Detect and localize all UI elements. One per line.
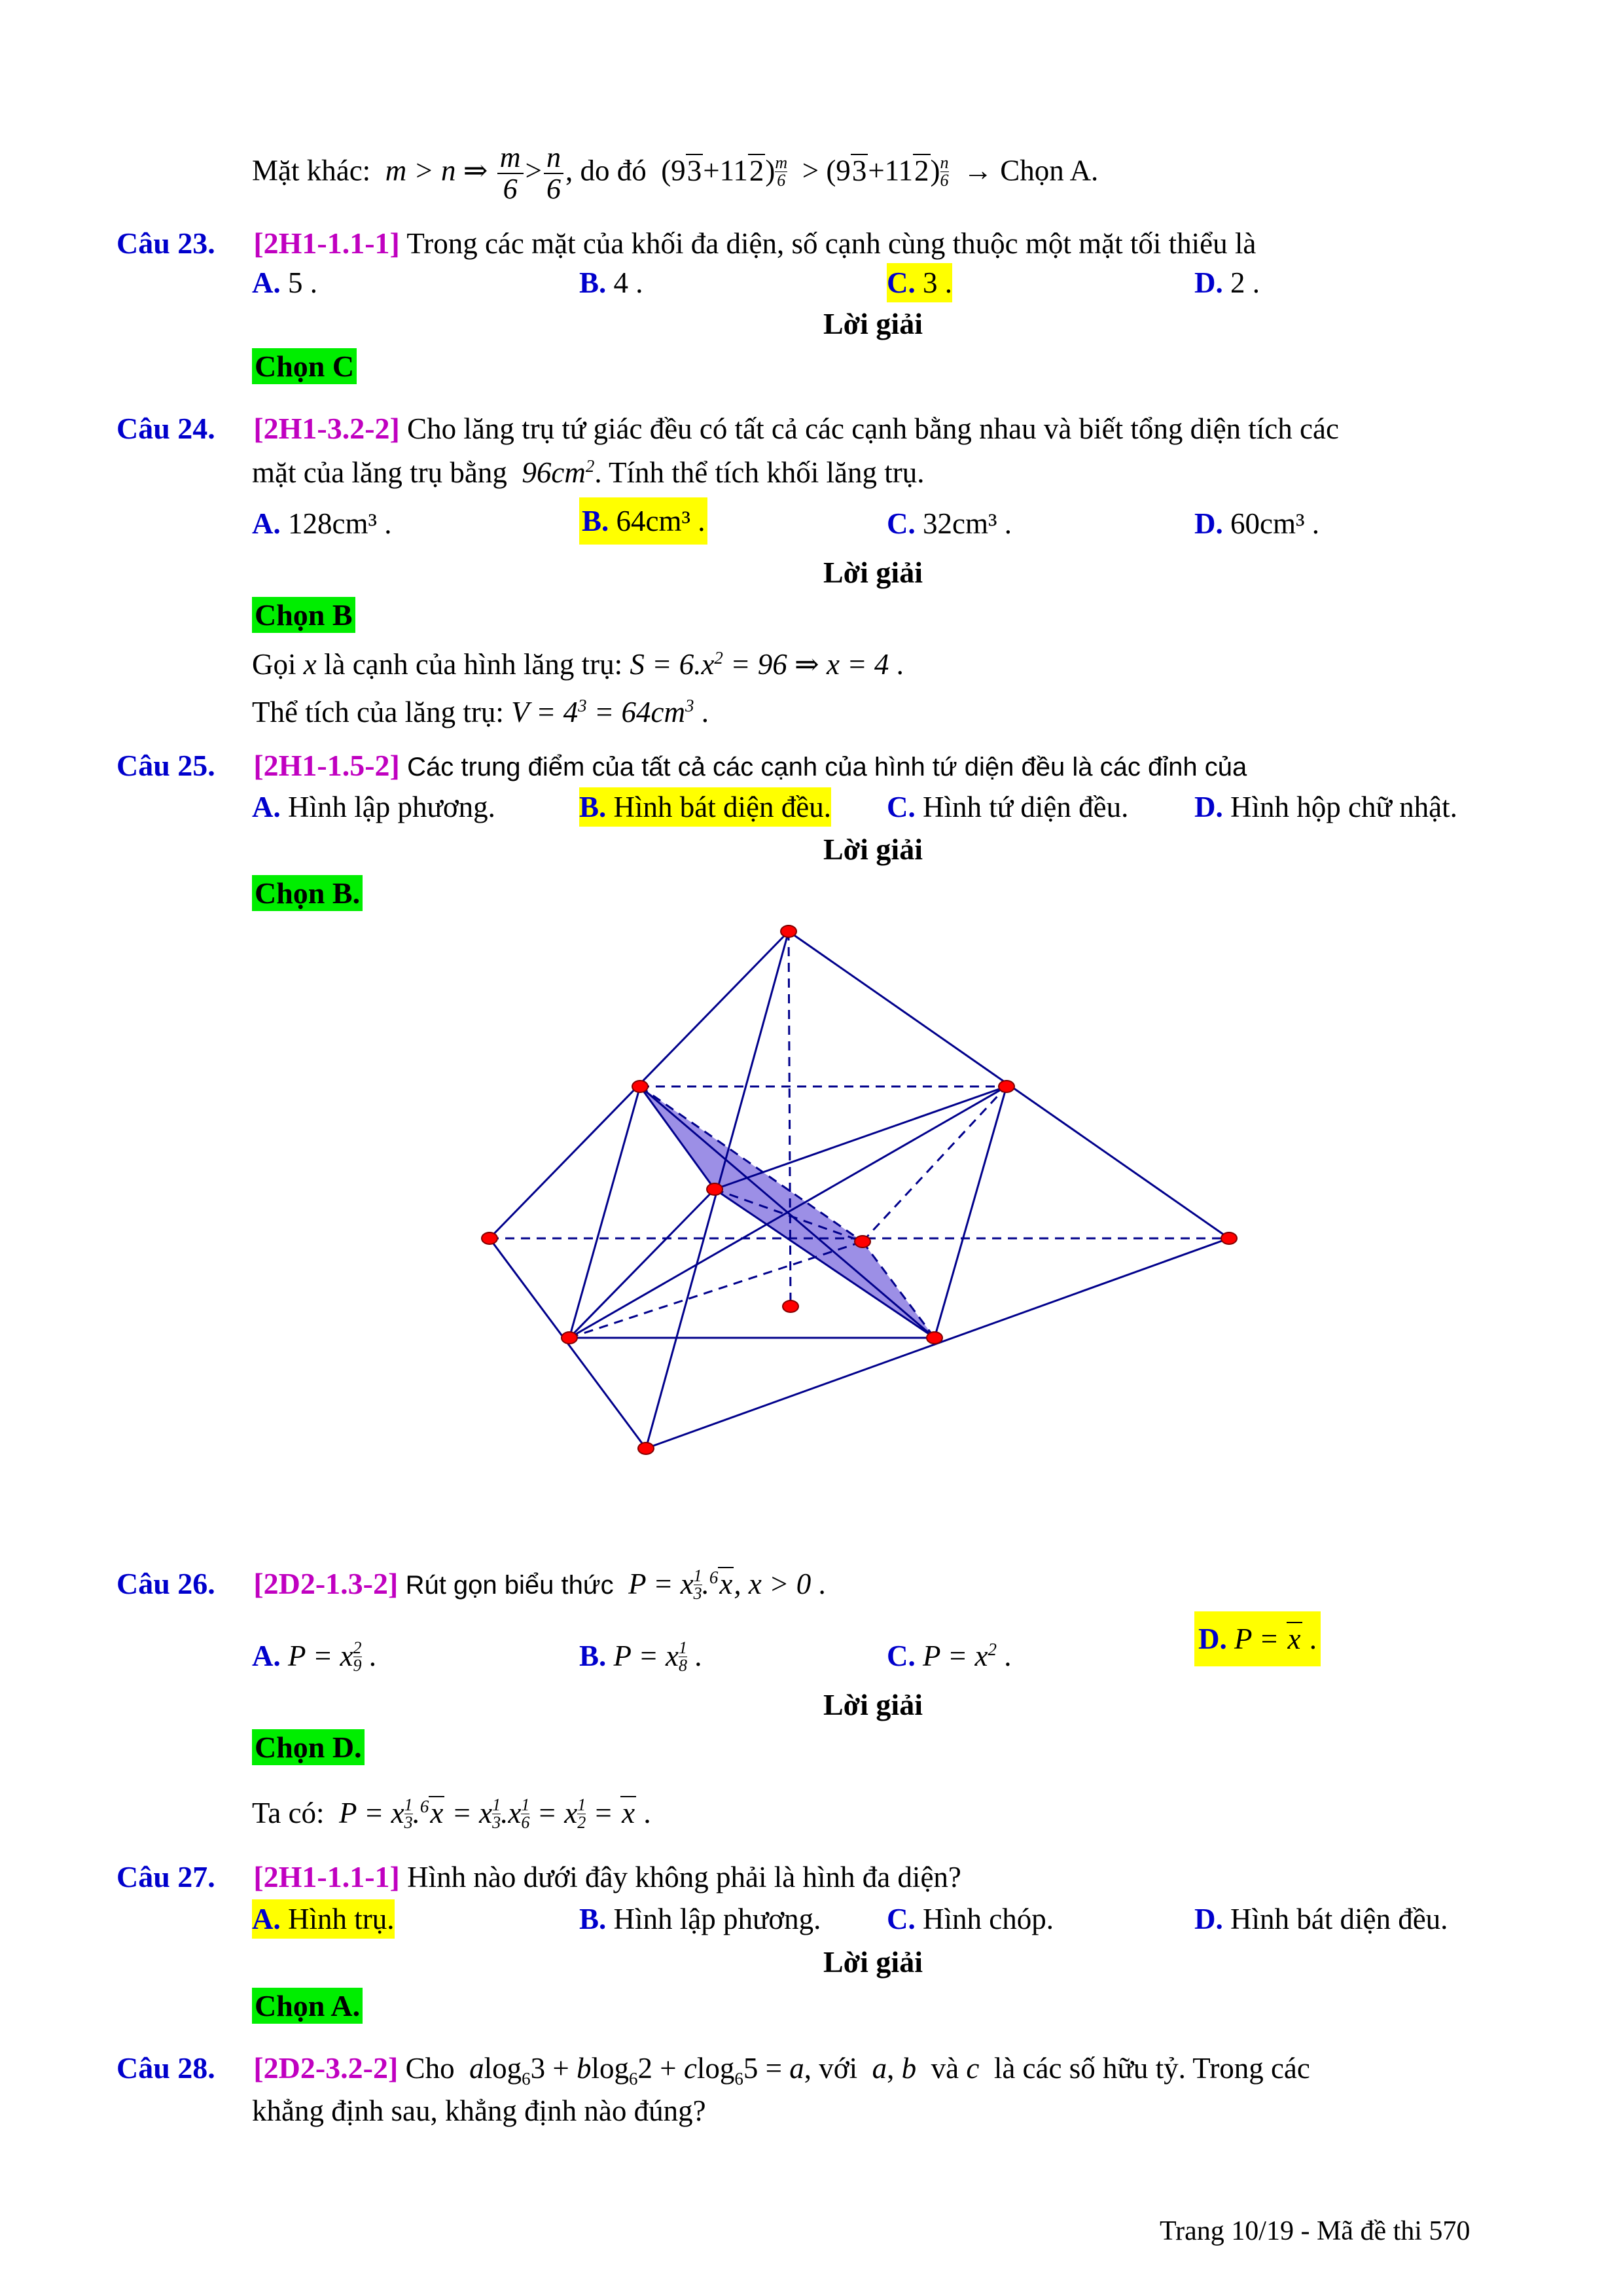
question-tag: [2H1-3.2-2] (253, 412, 400, 445)
question-text: Hình nào dưới đây không phải là hình đa diện? (407, 1861, 961, 1893)
question-text: Trong các mặt của khối đa diện, số cạnh cùng thuộc một mặt tối thiểu là (406, 227, 1257, 260)
question-text: Rút gọn biểu thức (405, 1571, 614, 1600)
option-b-correct[interactable]: B. Hình bát diện đều. (579, 787, 831, 827)
question-28-line2: khẳng định sau, khẳng định nào đúng? (252, 2094, 706, 2127)
option-d[interactable]: D. 60cm³ . (1194, 507, 1319, 540)
question-tag: [2H1-1.5-2] (253, 749, 400, 782)
vertex (927, 1332, 942, 1344)
option-c[interactable]: C. 32cm³ . (887, 507, 1012, 540)
solution-title: Lời giải (823, 1945, 923, 1979)
vertex (638, 1443, 654, 1454)
vertex (999, 1081, 1014, 1092)
answer-badge: Chọn D. (252, 1728, 365, 1767)
option-c[interactable]: C. Hình tứ diện đều. (887, 791, 1129, 823)
question-tag: [2D2-3.2-2] (253, 2051, 399, 2085)
question-number: Câu 25. (116, 749, 215, 782)
vertex (562, 1332, 577, 1344)
vertex (783, 1300, 798, 1312)
solution-line: Gọi x là cạnh của hình lăng trụ: $S = 6.x^2 = 96$ ⇒ x = 4 . (252, 648, 904, 681)
option-a[interactable]: A. P = x $\frac{2}{9}$ . (252, 1638, 377, 1675)
question-number: Câu 28. (116, 2051, 215, 2085)
solution-line: Thể tích của lăng trụ: $V = 4^3 = 64cm^3$ . (252, 696, 709, 728)
option-d-correct[interactable]: D. P = x . (1194, 1611, 1321, 1666)
answer-badge: Chọn B (252, 596, 355, 635)
vertex (707, 1183, 722, 1195)
answer-badge: Chọn C (252, 347, 357, 386)
question-28: Câu 28. [2D2-3.2-2] Cho alog$_6$3 + blog$_6$2 + clog$_6$5 = a, với a, b và c là các số hữu tỷ. Trong các (116, 2051, 1310, 2089)
question-24-line2: mặt của lăng trụ bằng $96cm^2$. Tính thể tích khối lăng trụ. (252, 456, 925, 489)
question-tag: [2H1-1.1-1] (253, 1860, 400, 1893)
answer-badge: Chọn A. (252, 1986, 363, 2026)
option-c-correct[interactable]: C. 3 . (887, 263, 952, 302)
question-text: Các trung điểm của tất cả các cạnh của hình tứ diện đều là các đỉnh của (407, 753, 1247, 781)
question-tag: [2H1-1.1-1] (253, 226, 400, 260)
option-b-correct[interactable]: B. 64cm³ . (579, 497, 707, 545)
question-number: Câu 27. (116, 1860, 215, 1893)
solution-title: Lời giải (823, 556, 923, 589)
question-text: Cho lăng trụ tứ giác đều có tất cả các cạnh bằng nhau và biết tổng diện tích các (407, 412, 1339, 445)
answer-badge: Chọn B. (252, 874, 363, 913)
vertex (482, 1232, 497, 1244)
vertex (1221, 1232, 1237, 1244)
solution-title: Lời giải (823, 833, 923, 866)
option-a-correct[interactable]: A. Hình trụ. (252, 1899, 395, 1939)
option-d[interactable]: D. 2 . (1194, 266, 1260, 299)
question-27 (116, 1857, 961, 1897)
option-c[interactable]: C. $P = x^2$ . (887, 1640, 1012, 1672)
option-b[interactable]: B. Hình lập phương. (579, 1903, 821, 1935)
option-d[interactable]: D. Hình hộp chữ nhật. (1194, 791, 1457, 823)
question-number: Câu 26. (116, 1567, 215, 1600)
option-a[interactable]: A. 128cm³ . (252, 507, 392, 540)
intro-prefix: Mặt khác: (252, 154, 371, 187)
option-b[interactable]: B. 4 . (579, 266, 643, 299)
vertex (781, 925, 796, 937)
solution-line: Ta có: P = x $\frac{1}{3}$ .$^6$x = x $\frac{1}{3}$ .x $\frac{1}{6}$ = x $\frac{1}{2}$ = x . (252, 1795, 651, 1832)
solution-title: Lời giải (823, 307, 923, 340)
solution-title: Lời giải (823, 1688, 923, 1721)
page-footer: Trang 10/19 - Mã đề thi 570 (1160, 2216, 1471, 2246)
question-number: Câu 24. (116, 412, 215, 445)
intro-result: → Chọn A. (963, 154, 1099, 187)
intro-conclusion: do đó (580, 154, 647, 187)
option-a[interactable]: A. 5 . (252, 266, 317, 299)
question-26: Câu 26. [2D2-1.3-2] Rút gọn biểu thức P = x $\frac{1}{3}$ .$^6$x, x > 0 . (116, 1566, 826, 1603)
vertex (855, 1236, 870, 1247)
option-a[interactable]: A. Hình lập phương. (252, 791, 495, 823)
question-tag: [2D2-1.3-2] (253, 1567, 399, 1600)
intro-line: Mặt khác: m > n ⇒ $\frac{m}{6}$ > $\frac{n}{6}$ , do đó (93+112) $\frac{m}{6}$ > (93+112) $\frac{n}{6}$ → Chọn A. (252, 141, 1099, 206)
option-b[interactable]: B. P = x $\frac{1}{8}$ . (579, 1638, 702, 1675)
question-number: Câu 23. (116, 226, 215, 260)
option-c[interactable]: C. Hình chóp. (887, 1903, 1054, 1935)
option-d[interactable]: D. Hình bát diện đều. (1194, 1903, 1448, 1935)
vertex (632, 1081, 648, 1092)
